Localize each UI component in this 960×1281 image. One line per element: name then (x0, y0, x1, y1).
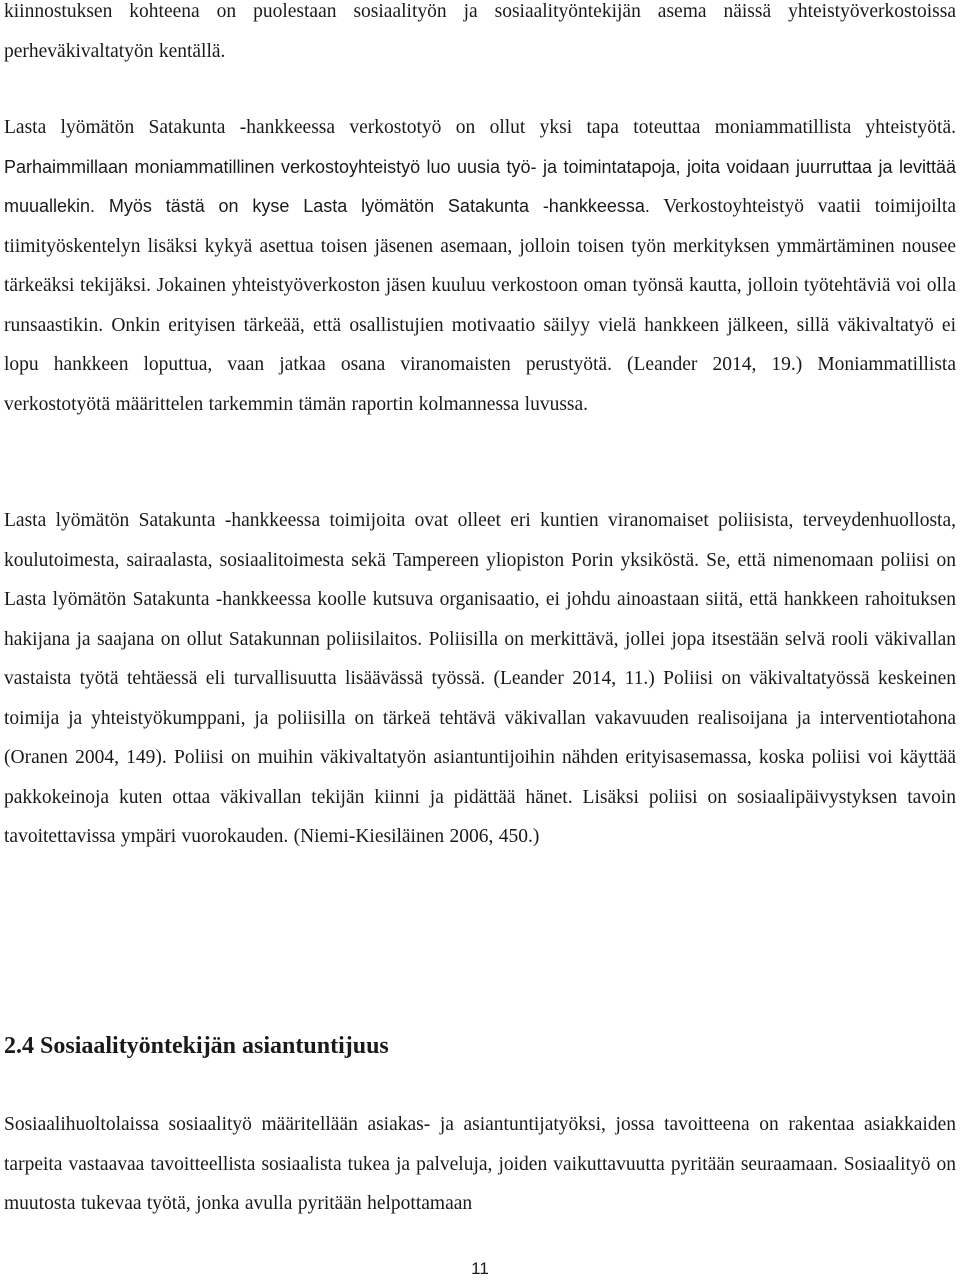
paragraph-network-work-part-3: Verkostoyhteistyö vaatii toimijoilta tiimityöskentelyn lisäksi kykyä asettua toisen jäsenen asemaan, jolloin toisen työn merkityksen ymmärtäminen nousee tärkeäksi tekijäksi. Jokainen yhteistyöverkoston jäsen kuuluu verkostoon oman työnsä kautta, jolloin työtehtäviä voi olla runsaastikin. Onkin erityisen tärkeää, että osallistujien motivaatio säilyy vielä hankkeen jälkeen, sillä väkivaltatyö ei lopu hankkeen loputtua, vaan jatkaa osana viranomaisten perustyötä. (Leander 2014, 19.) Moniammatillista verkostotyötä määrittelen tarkemmin tämän raportin kolmannessa luvussa. (4, 196, 956, 415)
section-heading: 2.4 Sosiaalityöntekijän asiantuntijuus (4, 1033, 389, 1059)
paragraph-network-work (4, 108, 956, 424)
page-number: 11 (471, 1259, 489, 1278)
paragraph-police-role: Lasta lyömätön Satakunta -hankkeessa toimijoita ovat olleet eri kuntien viranomaiset poliisista, terveydenhuollosta, koulutoimesta, sairaalasta, sosiaalitoimesta sekä Tampereen yliopiston Porin yksiköstä. Se, että nimenomaan poliisi on Lasta lyömätön Satakunta -hankkeessa koolle kutsuva organisaatio, ei johdu ainoastaan siitä, että hankkeen rahoituksen hakijana ja saajana on ollut Satakunnan poliisilaitos. Poliisilla on merkittävä, jollei jopa itsestään selvä rooli väkivallan vastaista työtä tehtäessä eli turvallisuutta lisäävässä työssä. (Leander 2014, 11.) Poliisi on väkivaltatyössä keskeinen toimija ja yhteistyökumppani, ja poliisilla on tärkeä tehtävä väkivallan vakavuuden realisoijana ja interventiotahona (Oranen 2004, 149). Poliisi on muihin väkivaltatyön asiantuntijoihin nähden erityisasemassa, koska poliisi voi käyttää pakkokeinoja kuten ottaa väkivallan tekijän kiinni ja pidättää hänet. Lisäksi poliisi on sosiaalipäivystyksen tavoin tavoitettavissa ympäri vuorokauden. (Niemi-Kiesiläinen 2006, 450.) (4, 510, 956, 847)
paragraph-social-work-expertise: Sosiaalihuoltolaissa sosiaalityö määritellään asiakas- ja asiantuntijatyöksi, jossa tavoitteena on rakentaa asiakkaiden tarpeita vastaavaa tavoitteellista sosiaalista tukea ja palveluja, joiden vaikuttavuutta pyritään seuraamaan. Sosiaalityö on muutosta tukevaa työtä, jonka avulla pyritään helpottamaan (4, 1114, 956, 1214)
paragraph-intro: kiinnostuksen kohteena on puolestaan sosiaalityön ja sosiaalityöntekijän asema näissä yhteistyöverkostoissa perheväkivaltatyön kentällä. (4, 1, 956, 62)
paragraph-network-work-part-2: Parhaimmillaan moniammatillinen verkostoyhteistyö luo uusia työ- ja toimintatapoja, joita voidaan juurruttaa ja levittää muuallekin. Myös tästä on kyse Lasta lyömätön Satakunta -hankkeessa. (4, 156, 956, 216)
paragraph-network-work-part-1: Lasta lyömätön Satakunta -hankkeessa verkostotyö on ollut yksi tapa toteuttaa moniammatillista yhteistyötä. (4, 117, 956, 138)
